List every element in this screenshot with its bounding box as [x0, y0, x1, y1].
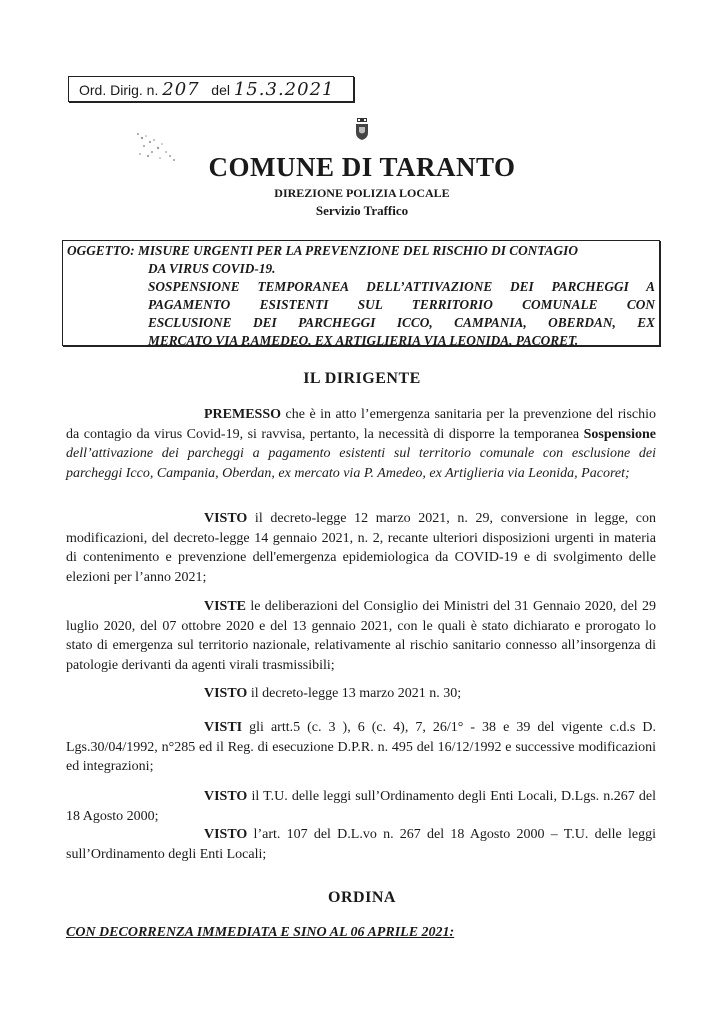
order-label: Ord. Dirig. n.	[79, 82, 159, 98]
premesso-keyword: PREMESSO	[204, 407, 282, 422]
visto-paragraph-3	[66, 787, 656, 826]
order-date: 15.3.2021	[233, 79, 335, 100]
premesso-text-b: dell’attivazione dei parcheggi a pagamento esistenti sul territorio comunale con esclusione dei parcheggi Icco, Campania, Oberdan, ex mercato via P. Amedeo, ex Artiglieria via Leonida, Pacoret;	[66, 446, 656, 481]
subject-label: OGGETTO:	[67, 243, 135, 258]
subject-line-3: SOSPENSIONE TEMPORANEA DELL’ATTIVAZIONE DEI PARCHEGGI A	[148, 279, 655, 294]
service-name: Servizio Traffico	[315, 203, 409, 218]
department-name: DIREZIONE POLIZIA LOCALE	[274, 186, 450, 200]
visto-keyword-2: VISTO	[204, 686, 248, 701]
visto-text-1: il decreto-legge 12 marzo 2021, n. 29, conversione in legge, con modificazioni, del decreto-legge 14 gennaio 2021, n. 2, recante ulteriori disposizioni urgenti in materia di contenimento e prevenzione dell'emergenza epidemiologica da COVID-19 e di svolgimento delle elezioni per l’anno 2021;	[66, 511, 656, 585]
subject-line-4: PAGAMENTO ESISTENTI SUL TERRITORIO COMUNALE CON	[148, 297, 655, 312]
premesso-paragraph	[66, 405, 656, 483]
visto-text-3: il T.U. delle leggi sull’Ordinamento degli Enti Locali, D.Lgs. n.267 del 18 Agosto 2000;	[66, 789, 656, 824]
visto-paragraph-2	[66, 684, 656, 704]
visto-keyword-3: VISTO	[204, 789, 248, 804]
viste-text: le deliberazioni del Consiglio dei Ministri del 31 Gennaio 2020, del 29 luglio 2020, del 07 ottobre 2020 e del 13 gennaio 2021, con le quali è stato dichiarato e prorogato lo stato di emergenza sul territorio nazionale, relativamente al rischio sanitario connesso all’insorgenza di patologie derivanti da agenti virali trasmissibili;	[66, 599, 656, 673]
visto-keyword-4: VISTO	[204, 827, 248, 842]
subject-line-2: DA VIRUS COVID-19.	[148, 261, 276, 276]
visto-paragraph-4	[66, 825, 656, 864]
visto-keyword-1: VISTO	[204, 511, 248, 526]
premesso-text-a: che è in atto l’emergenza sanitaria per la prevenzione del rischio da contagio da virus Covid-19, si ravvisa, pertanto, la necessità di disporre la temporanea	[66, 407, 656, 442]
visti-text: gli artt.5 (c. 3 ), 6 (c. 4), 7, 26/1° - 38 e 39 del vigente c.d.s D. Lgs.30/04/1992, n°285 ed il Reg. di esecuzione D.P.R. n. 495 del 16/12/1992 e successive modificazioni ed integrazioni;	[66, 720, 656, 774]
order-number: 207	[162, 79, 200, 100]
premesso-keyword-2: Sospensione	[583, 426, 656, 442]
visto-text-4: l’art. 107 del D.L.vo n. 267 del 18 Agosto 2000 – T.U. delle leggi sull’Ordinamento degli Enti Locali;	[66, 827, 656, 862]
order-del-label: del	[211, 82, 230, 98]
dirigente-heading: IL DIRIGENTE	[303, 370, 421, 387]
subject-text-1: MISURE URGENTI PER LA PREVENZIONE DEL RISCHIO DI CONTAGIO	[138, 243, 578, 258]
decorrenza-line: CON DECORRENZA IMMEDIATA E SINO AL 06 APRILE 2021:	[66, 925, 455, 940]
subject-line-1	[67, 242, 655, 260]
subject-line-6: MERCATO VIA P.AMEDEO, EX ARTIGLIERIA VIA LEONIDA, PACORET.	[148, 333, 579, 348]
ordina-heading: ORDINA	[328, 889, 396, 906]
visti-keyword: VISTI	[204, 720, 243, 735]
viste-paragraph	[66, 597, 656, 675]
visti-paragraph	[66, 718, 656, 777]
subject-box	[62, 240, 660, 346]
viste-keyword: VISTE	[204, 599, 247, 614]
subject-line-5: ESCLUSIONE DEI PARCHEGGI ICCO, CAMPANIA, OBERDAN, EX	[148, 315, 655, 330]
visto-paragraph-1	[66, 509, 656, 587]
order-reference-box	[68, 76, 354, 102]
coat-of-arms-icon	[355, 118, 369, 140]
visto-text-2: il decreto-legge 13 marzo 2021 n. 30;	[247, 686, 462, 701]
municipality-title: COMUNE DI TARANTO	[208, 152, 516, 182]
